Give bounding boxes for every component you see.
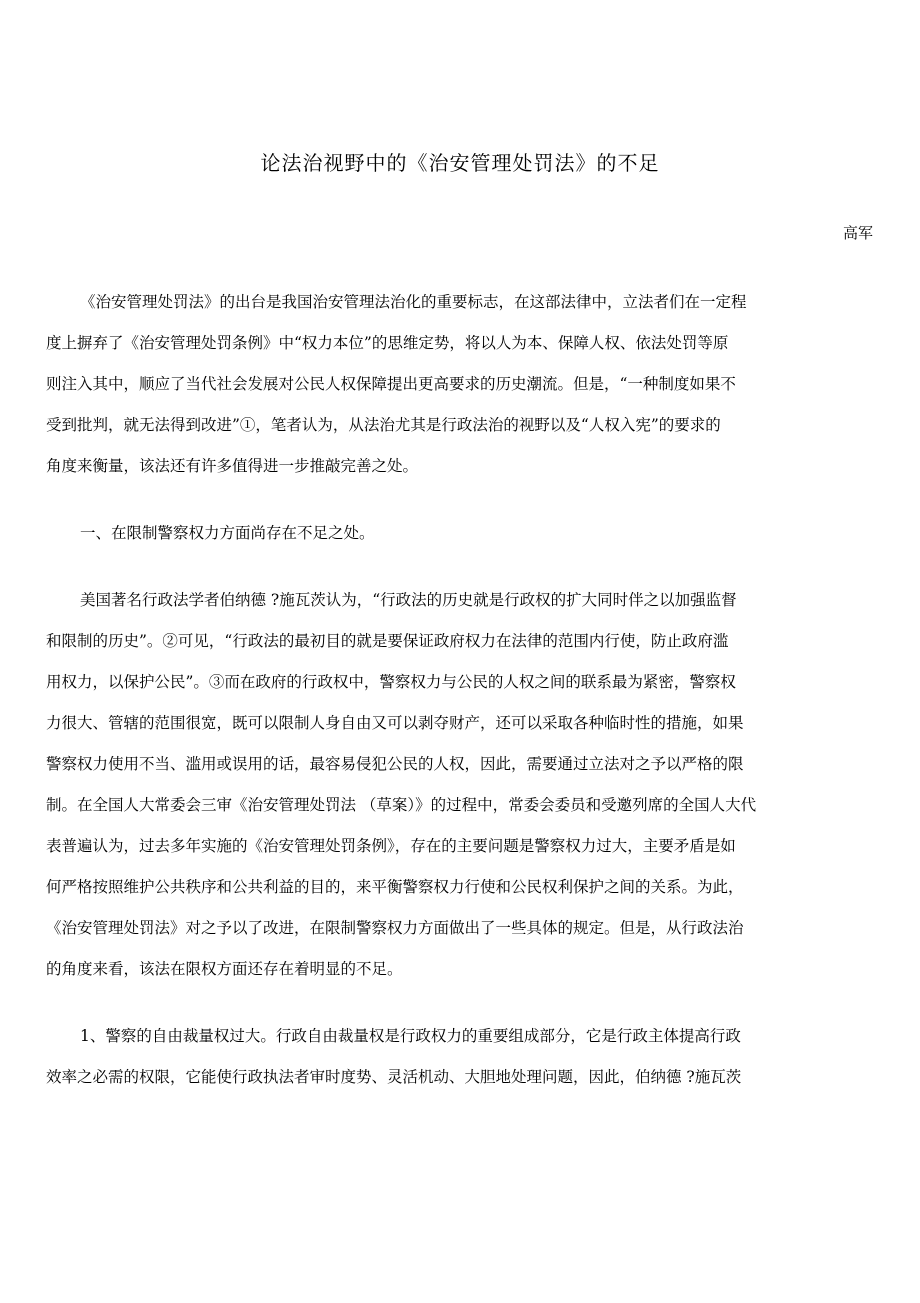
author-name: 高军 [842, 224, 873, 242]
text-line: 表普遍认为，过去多年实施的《治安管理处罚条例》，存在的主要问题是警察权力过大，主要矛盾是如 [46, 837, 736, 855]
text-line: 制。在全国人大常委会三审《治安管理处罚法 （草案）》的过程中，常委会委员和受邀列席的全国人大代 [46, 796, 757, 814]
text-line: 受到批判，就无法得到改进”①，笔者认为，从法治尤其是行政法治的视野以及“人权入宪”的要求的 [46, 416, 721, 434]
text-line: 效率之必需的权限，它能使行政执法者审时度势、灵活机动、大胆地处理问题，因此，伯纳德 ?施瓦茨 [46, 1068, 742, 1086]
section-heading: 一、在限制警察权力方面尚存在不足之处。 [80, 524, 375, 542]
text-line: 《治安管理处罚法》的出台是我国治安管理法治化的重要标志，在这部法律中，立法者们在一定程 [80, 293, 747, 311]
text-line: 和限制的历史”。②可见，“行政法的最初目的就是要保证政府权力在法律的范围内行使，防止政府滥 [46, 632, 729, 650]
text-line: 则注入其中，顺应了当代社会发展对公民人权保障提出更高要求的历史潮流。但是，“一种制度如果不 [46, 375, 736, 393]
text-line: 用权力，以保护公民”。③而在政府的行政权中，警察权力与公民的人权之间的联系最为紧密，警察权 [46, 673, 736, 691]
text-line: 度上摒弃了《治安管理处罚条例》中“权力本位”的思维定势，将以人为本、保障人权、依法处罚等原 [46, 334, 729, 352]
text-line: 角度来衡量，该法还有许多值得进一步推敲完善之处。 [46, 457, 419, 475]
text-line: 警察权力使用不当、滥用或误用的话，最容易侵犯公民的人权，因此，需要通过立法对之予以严格的限 [46, 755, 744, 773]
text-line: 《治安管理处罚法》对之予以了改进，在限制警察权力方面做出了一些具体的规定。但是，从行政法治 [46, 919, 744, 937]
document-title: 论法治视野中的《治安管理处罚法》的不足 [260, 151, 660, 175]
text-line: 的角度来看，该法在限权方面还存在着明显的不足。 [46, 960, 403, 978]
text-line: 何严格按照维护公共秩序和公共利益的目的，来平衡警察权力行使和公民权利保护之间的关系。为此， [46, 878, 744, 896]
text-line: 力很大、管辖的范围很宽，既可以限制人身自由又可以剥夺财产，还可以采取各种临时性的措施，如果 [46, 714, 744, 732]
text-line: 1、警察的自由裁量权过大。行政自由裁量权是行政权力的重要组成部分，它是行政主体提高行政 [80, 1027, 741, 1045]
text-line: 美国著名行政法学者伯纳德 ?施瓦茨认为，“行政法的历史就是行政权的扩大同时伴之以加强监督 [80, 591, 737, 609]
